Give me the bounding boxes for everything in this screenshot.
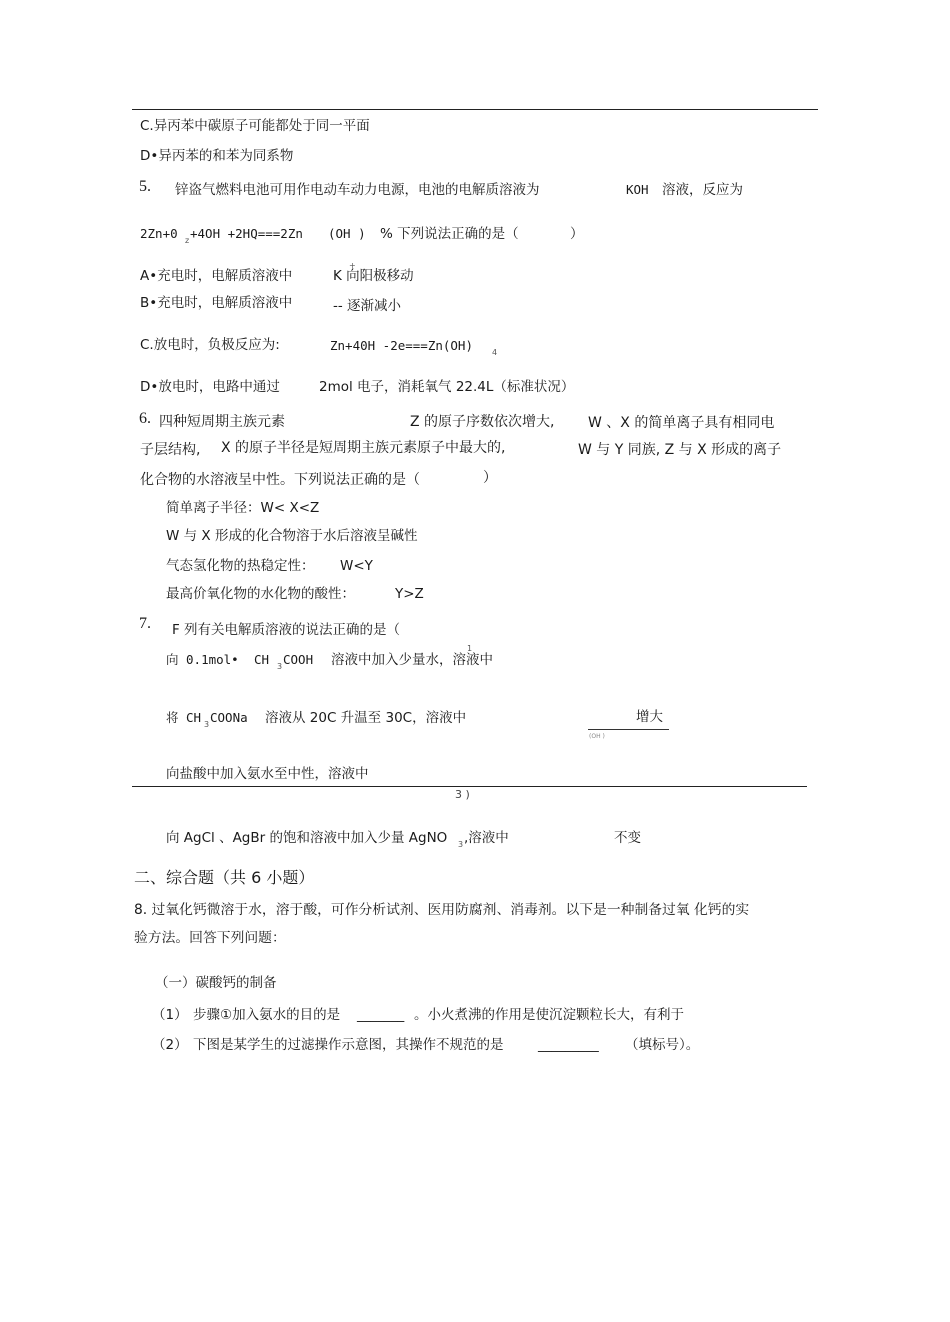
question-8-line-2: 验方法。回答下列问题： bbox=[134, 930, 286, 946]
question-6-option-2: W 与 X 形成的化合物溶于水后溶液呈碱性 bbox=[166, 528, 418, 544]
question-7-stem: F 列有关电解质溶液的说法正确的是（ bbox=[172, 622, 401, 638]
question-5-equation-sub: z bbox=[185, 236, 190, 245]
question-7-option-2-fraction-bar bbox=[588, 729, 669, 730]
question-8-line-1: 8. 过氧化钙微溶于水，溶于酸，可作分析试剂、医用防腐剂、消毒剂。以下是一种制备过氧 化钙的实 bbox=[134, 902, 750, 918]
question-7-option-3-denominator: 3 ) bbox=[455, 788, 470, 801]
question-8-part-2-stem: 下图是某学生的过滤操作示意图，其操作不规范的是 bbox=[193, 1037, 504, 1053]
question-6-option-3: 气态氢化物的热稳定性： bbox=[166, 558, 315, 574]
question-5-option-d-tail: 2mol 电子，消耗氧气 22.4L（标准状况） bbox=[319, 379, 575, 395]
question-8-part-1-blank[interactable]: _______ bbox=[357, 1007, 405, 1023]
question-5-option-d: D•放电时，电路中通过 bbox=[140, 379, 280, 395]
question-6-line1-a: 四种短周期主族元素 bbox=[159, 414, 285, 430]
section-2-heading: 二、综合题（共 6 小题） bbox=[134, 868, 315, 887]
question-5-equation-c: (OH ) bbox=[328, 226, 366, 241]
question-7-option-2-denominator: (OH ) bbox=[589, 733, 605, 740]
question-6-line2-a: 子层结构, bbox=[140, 442, 201, 458]
question-6-line1-c: W 、X 的简单离子具有相同电 bbox=[588, 415, 775, 431]
question-7-option-4-unchanged: 不变 bbox=[614, 830, 641, 846]
question-5-stem-tail: 溶液，反应为 bbox=[662, 182, 743, 198]
question-7-option-1-ch: CH bbox=[254, 652, 270, 667]
question-5-paren: ） bbox=[570, 226, 584, 242]
question-5-option-c-sub: 4 bbox=[492, 348, 498, 357]
question-5-equation-b: +4OH +2HQ===2Zn bbox=[190, 226, 303, 241]
question-6-option-4: 最高价氧化物的水化物的酸性： bbox=[166, 586, 355, 602]
question-8-part-2-tail: （填标号）。 bbox=[625, 1037, 700, 1053]
question-7-option-2-coona: COONa bbox=[210, 710, 248, 725]
question-5-number: 5. bbox=[139, 178, 151, 195]
question-6-line3-b: ） bbox=[483, 470, 497, 486]
question-7-option-2-tail: 溶液从 20C 升温至 30C，溶液中 bbox=[265, 710, 467, 726]
question-8-part-2-blank[interactable]: _________ bbox=[538, 1037, 599, 1053]
question-8-part-1-stem: 步骤①加入氨水的目的是 bbox=[193, 1007, 341, 1023]
top-rule bbox=[132, 109, 818, 110]
option-c-isopropylbenzene: C.异丙苯中碳原子可能都处于同一平面 bbox=[140, 118, 370, 134]
question-6-line2-c: W 与 Y 同族, Z 与 X 形成的离子 bbox=[578, 442, 782, 458]
question-5-option-a-sup: + bbox=[349, 261, 356, 270]
question-6-option-3-value: W<Y bbox=[340, 558, 373, 574]
question-6-line1-b: Z 的原子序数依次增大, bbox=[410, 414, 555, 430]
question-5-option-c-formula: Zn+40H -2e===Zn(OH) bbox=[330, 338, 473, 353]
question-7-option-1-tail: 溶液中加入少量水，溶液中 bbox=[331, 652, 493, 668]
question-6-number: 6. bbox=[139, 410, 151, 427]
question-7-option-4-b: ,溶液中 bbox=[464, 830, 509, 846]
question-7-option-1-sup: 1 bbox=[467, 644, 473, 653]
question-8-subheading: （一）碳酸钙的制备 bbox=[155, 975, 277, 991]
question-6-option-4-value: Y>Z bbox=[395, 586, 424, 602]
question-7-option-1-sub: 3 bbox=[277, 662, 283, 671]
question-7-option-2-sub: 3 bbox=[204, 720, 210, 729]
question-7-option-2-increase: 增大 bbox=[636, 709, 663, 725]
question-7-option-4-a: 向 AgCl 、AgBr 的饱和溶液中加入少量 AgNO bbox=[166, 830, 448, 846]
question-6-option-1: 简单离子半径：W< X<Z bbox=[166, 500, 320, 516]
question-7-option-4-sub: 3 bbox=[458, 840, 464, 849]
question-7-option-2-a: 将 CH bbox=[166, 710, 202, 725]
option-d-isopropylbenzene: D•异丙苯的和苯为同系物 bbox=[140, 148, 294, 164]
question-5-option-a-tail: K 向阳极移动 bbox=[333, 268, 414, 284]
question-5-option-b-tail: -- 逐渐减小 bbox=[333, 298, 402, 314]
question-7-option-1-a: 向 0.1mol• bbox=[166, 652, 239, 667]
question-5-option-a: A•充电时，电解质溶液中 bbox=[140, 268, 293, 284]
question-5-equation-a: 2Zn+0 bbox=[140, 226, 178, 241]
question-8-part-1-tail: 。小火煮沸的作用是使沉淀颗粒长大，有利于 bbox=[414, 1007, 684, 1023]
question-8-part-2-num: （2） bbox=[152, 1037, 188, 1053]
question-6-line2-b: X 的原子半径是短周期主族元素原子中最大的, bbox=[221, 440, 506, 456]
question-8-part-1-num: （1） bbox=[152, 1007, 188, 1023]
question-7-option-3: 向盐酸中加入氨水至中性，溶液中 bbox=[166, 766, 369, 782]
question-7-number: 7. bbox=[139, 615, 151, 632]
question-5-stem: 锌盗气燃料电池可用作电动车动力电源，电池的电解质溶液为 bbox=[175, 182, 540, 198]
question-5-option-c: C.放电时，负极反应为: bbox=[140, 337, 280, 353]
question-7-option-1-cooh: COOH bbox=[283, 652, 314, 667]
question-6-line3-a: 化合物的水溶液呈中性。下列说法正确的是（ bbox=[140, 472, 420, 488]
question-5-option-b: B•充电时，电解质溶液中 bbox=[140, 295, 293, 311]
question-5-equation-d: % 下列说法正确的是（ bbox=[380, 226, 519, 242]
question-5-koh: KOH bbox=[626, 182, 649, 197]
